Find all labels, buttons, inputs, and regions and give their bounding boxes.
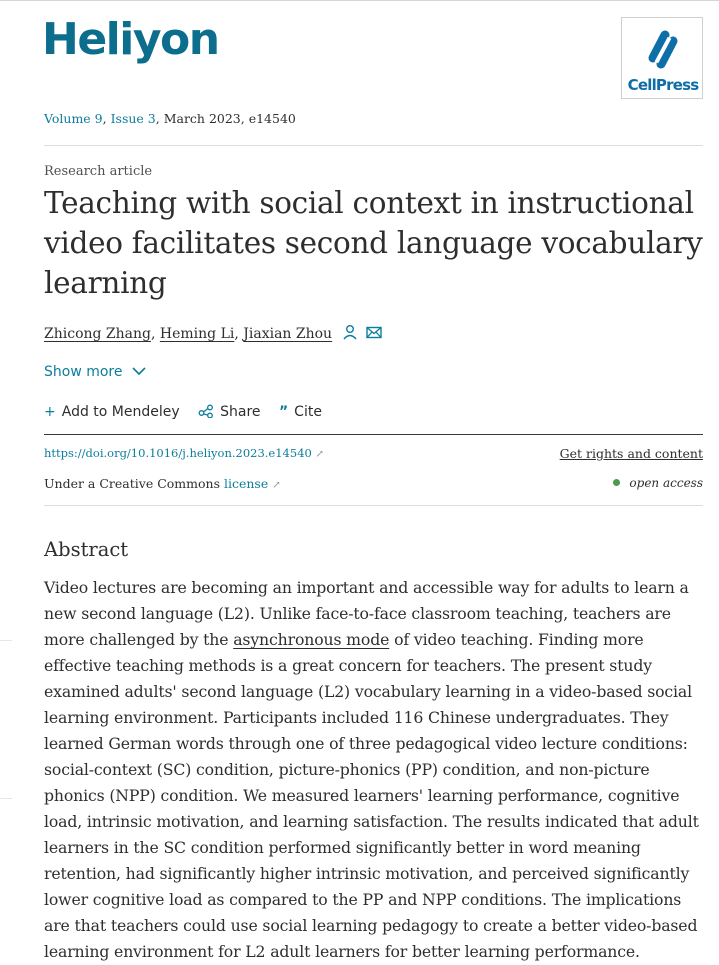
plus-icon: + <box>44 404 56 420</box>
abstract-text <box>44 575 704 965</box>
divider <box>44 434 703 435</box>
share-label: Share <box>220 404 261 420</box>
edge-mark <box>0 798 12 799</box>
show-more-toggle[interactable] <box>44 364 147 380</box>
cellpress-wordmark: CellPress <box>627 76 699 94</box>
top-border <box>0 0 719 1</box>
volume-link[interactable]: Volume 9 <box>44 111 103 126</box>
author-link[interactable]: Zhicong Zhang <box>44 326 151 342</box>
divider <box>44 505 703 506</box>
cite-button[interactable] <box>279 404 322 420</box>
open-access-label: open access <box>629 476 703 490</box>
author-link[interactable]: Heming Li <box>159 326 235 342</box>
person-icon[interactable] <box>341 324 359 340</box>
share-button[interactable] <box>198 404 265 420</box>
abstract-heading: Abstract <box>44 538 129 561</box>
asynchronous-mode-link[interactable]: asynchronous mode <box>233 630 390 649</box>
mendeley-label: Add to Mendeley <box>61 404 180 420</box>
abstract-text-part: of video teaching. Finding more effective teaching methods is a great concern for teachers. The present study examined adults' second language (L2) vocabulary learning in a video-based social learning environment. Participants included 116 Chinese undergraduates. They learned German words through one of three pedagogical video lecture conditions: social-context (SC) condition, picture-phonics (PP) condition, and non-picture phonics (NPP) condition. We measured learners' learning performance, cognitive load, intrinsic motivation, and learning satisfaction. The results indicated that adult learners in the SC condition performed significantly better in word meaning retention, had significantly higher intrinsic motivation, and perceived significantly lower cognitive load as compared to the PP and NPP conditions. The implications are that teachers could use social learning pedagogy to create a better video-based learning environment for L2 adult learners for better learning performance. <box>44 630 699 961</box>
doi-text: https://doi.org/10.1016/j.heliyon.2023.e14540 <box>44 446 312 460</box>
issue-date: , March 2023, e14540 <box>155 111 296 126</box>
edge-mark <box>0 640 12 641</box>
share-icon <box>198 404 214 418</box>
doi-link[interactable] <box>44 446 324 460</box>
author-list: Zhicong Zhang, Heming Li, Jiaxian Zhou <box>44 324 383 342</box>
cite-label: Cite <box>294 404 322 420</box>
article-title: Teaching with social context in instructional video facilitates second language vocabulary learning <box>44 186 703 300</box>
journal-logo[interactable]: Heliyon <box>42 14 219 65</box>
cellpress-mark-icon <box>635 24 691 76</box>
get-rights-link[interactable]: Get rights and content <box>559 446 703 461</box>
article-type: Research article <box>44 164 153 179</box>
envelope-icon[interactable] <box>365 324 383 340</box>
open-access-dot <box>613 479 620 486</box>
abstract-text-part: Video lectures are becoming an important and accessible way for adults to learn a new second language (L2). Unlike face-to-face classroom teaching, teachers are more challenged by the <box>44 578 689 649</box>
chevron-down-icon <box>131 365 147 377</box>
article-actions <box>44 404 336 420</box>
divider <box>44 145 703 146</box>
license-info <box>44 476 281 491</box>
author-link[interactable]: Jiaxian Zhou <box>243 326 333 342</box>
add-to-mendeley-button[interactable] <box>44 404 184 420</box>
issue-info: Volume 9, Issue 3, March 2023, e14540 <box>44 111 296 126</box>
publisher-logo[interactable] <box>621 17 703 99</box>
quote-icon: ” <box>278 404 289 420</box>
issue-link[interactable]: Issue 3 <box>110 111 156 126</box>
external-link-icon: ↗ <box>315 449 324 460</box>
open-access-badge <box>613 476 703 490</box>
external-link-icon: ↗ <box>272 480 281 491</box>
license-link[interactable]: license <box>223 476 269 491</box>
license-prefix: Under a Creative Commons <box>44 476 220 491</box>
show-more-label: Show more <box>44 364 123 380</box>
